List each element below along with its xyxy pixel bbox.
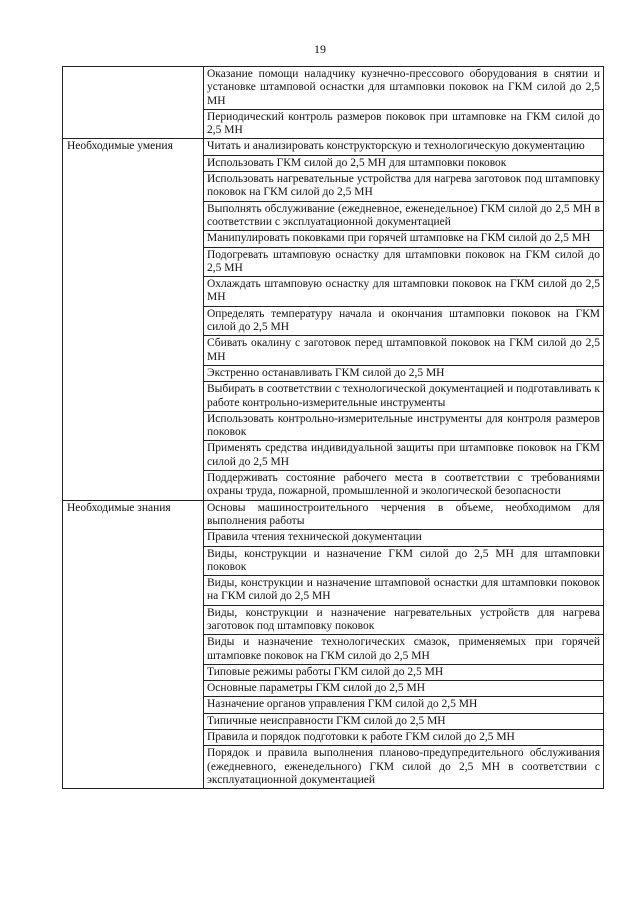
requirement-item: Экстренно останавливать ГКМ силой до 2,5 МН [204, 365, 604, 381]
requirement-item: Оказание помощи наладчику кузнечно-прессового оборудования в снятии и установке штамповой оснастки для штамповки поковок на ГКМ силой до 2,5 МН [204, 67, 604, 110]
page-number: 19 [314, 42, 326, 56]
requirement-item: Использовать контрольно-измерительные инструменты для контроля размеров поковок [204, 411, 604, 441]
requirement-item: Выполнять обслуживание (ежедневное, еженедельное) ГКМ силой до 2,5 МН в соответствии с эксплуатационной документацией [204, 201, 604, 231]
table-row [63, 139, 604, 155]
requirement-item: Виды, конструкции и назначение ГКМ силой до 2,5 МН для штамповки поковок [204, 546, 604, 576]
requirement-item: Периодический контроль размеров поковок при штамповке на ГКМ силой до 2,5 МН [204, 109, 604, 139]
requirement-item: Использовать нагревательные устройства для нагрева заготовок под штамповку поковок на ГКМ силой до 2,5 МН [204, 172, 604, 202]
requirement-item: Типовые режимы работы ГКМ силой до 2,5 МН [204, 664, 604, 680]
requirement-item: Читать и анализировать конструкторскую и технологическую документацию [204, 139, 604, 155]
section-label [63, 67, 204, 139]
requirement-item: Правила чтения технической документации [204, 530, 604, 546]
requirement-item: Выбирать в соответствии с технологической документацией и подготавливать к работе контрольно-измерительные инструменты [204, 382, 604, 412]
section-label: Необходимые знания [63, 500, 204, 789]
requirement-item: Манипулировать поковками при горячей штамповке на ГКМ силой до 2,5 МН [204, 231, 604, 247]
requirement-item: Применять средства индивидуальной защиты при штамповке поковок на ГКМ силой до 2,5 МН [204, 441, 604, 471]
requirement-item: Назначение органов управления ГКМ силой до 2,5 МН [204, 697, 604, 713]
requirement-item: Виды, конструкции и назначение нагревательных устройств для нагрева заготовок под штамповку поковок [204, 605, 604, 635]
requirement-item: Определять температуру начала и окончания штамповки поковок на ГКМ силой до 2,5 МН [204, 306, 604, 336]
requirement-item: Типичные неисправности ГКМ силой до 2,5 МН [204, 713, 604, 729]
requirement-item: Охлаждать штамповую оснастку для штамповки поковок на ГКМ силой до 2,5 МН [204, 277, 604, 307]
requirement-item: Правила и порядок подготовки к работе ГКМ силой до 2,5 МН [204, 730, 604, 746]
requirement-item: Поддерживать состояние рабочего места в соответствии с требованиями охраны труда, пожарной, промышленной и экологической безопасности [204, 471, 604, 501]
requirement-item: Использовать ГКМ силой до 2,5 МН для штамповки поковок [204, 155, 604, 171]
requirements-table [62, 66, 604, 789]
requirement-item: Основы машиностроительного черчения в объеме, необходимом для выполнения работы [204, 500, 604, 530]
table-row [63, 500, 604, 530]
requirement-item: Подогревать штамповую оснастку для штамповки поковок на ГКМ силой до 2,5 МН [204, 247, 604, 277]
table-row [63, 67, 604, 110]
requirement-item: Виды и назначение технологических смазок, применяемых при горячей штамповке поковок на ГКМ силой до 2,5 МН [204, 635, 604, 665]
requirement-item: Виды, конструкции и назначение штамповой оснастки для штамповки поковок на ГКМ силой до 2,5 МН [204, 576, 604, 606]
requirement-item: Порядок и правила выполнения планово-предупредительного обслуживания (ежедневного, еженедельного) ГКМ силой до 2,5 МН в соответствии с эксплуатационной документацией [204, 746, 604, 789]
requirement-item: Основные параметры ГКМ силой до 2,5 МН [204, 681, 604, 697]
section-label: Необходимые умения [63, 139, 204, 500]
requirement-item: Сбивать окалину с заготовок перед штамповкой поковок на ГКМ силой до 2,5 МН [204, 336, 604, 366]
